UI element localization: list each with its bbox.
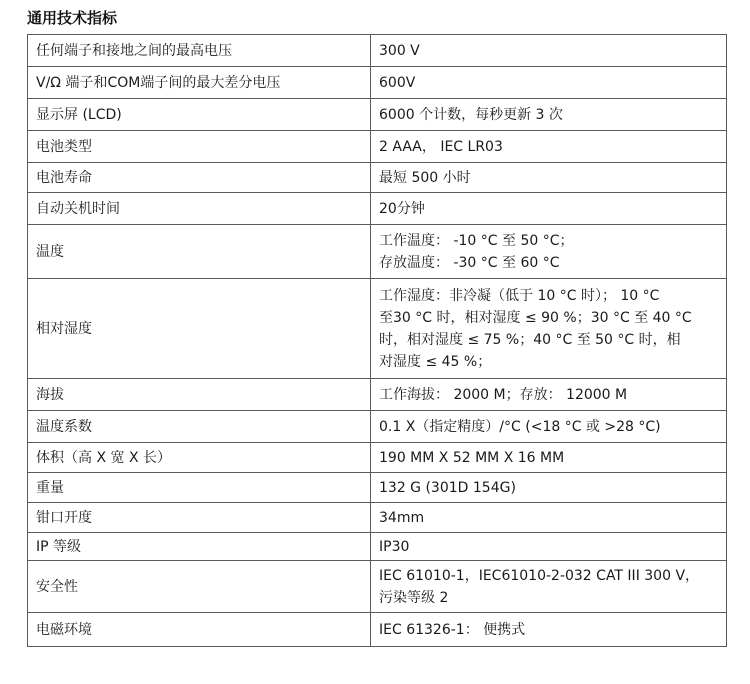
table-row bbox=[28, 225, 727, 279]
row-value-line: 工作湿度：非冷凝（低于 10 °C 时）； 10 °C bbox=[379, 287, 660, 304]
row-label: 电池类型 bbox=[28, 131, 371, 163]
row-value-line: 工作温度： -10 °C 至 50 °C； bbox=[379, 232, 574, 249]
table-row bbox=[28, 561, 727, 613]
row-label: 安全性 bbox=[28, 561, 371, 613]
row-label: V/Ω 端子和COM端子间的最大差分电压 bbox=[28, 67, 371, 99]
row-label: 温度系数 bbox=[28, 411, 371, 443]
row-label: IP 等级 bbox=[28, 533, 371, 561]
table-row bbox=[28, 443, 727, 473]
row-value bbox=[371, 163, 727, 193]
row-value bbox=[371, 613, 727, 647]
row-label: 自动关机时间 bbox=[28, 193, 371, 225]
row-value-line: 至30 °C 时，相对湿度 ≤ 90 %；30 °C 至 40 °C bbox=[379, 309, 692, 326]
spec-table bbox=[27, 34, 727, 647]
row-value bbox=[371, 411, 727, 443]
row-value-line: 存放温度： -30 °C 至 60 °C bbox=[379, 254, 560, 271]
row-value-line: 132 G (301D 154G) bbox=[379, 479, 516, 496]
table-row bbox=[28, 533, 727, 561]
row-value bbox=[371, 225, 727, 279]
row-value-line: 34mm bbox=[379, 509, 425, 526]
row-label: 显示屏 (LCD) bbox=[28, 99, 371, 131]
table-row bbox=[28, 473, 727, 503]
row-label: 海拔 bbox=[28, 379, 371, 411]
row-value-line: 工作海拔： 2000 M；存放： 12000 M bbox=[379, 386, 628, 403]
row-value bbox=[371, 561, 727, 613]
table-row bbox=[28, 99, 727, 131]
page-title: 通用技术指标 bbox=[27, 9, 118, 27]
row-value-line: 污染等级 2 bbox=[379, 589, 449, 606]
row-label: 任何端子和接地之间的最高电压 bbox=[28, 35, 371, 67]
row-value bbox=[371, 279, 727, 379]
row-label: 重量 bbox=[28, 473, 371, 503]
row-value-line: 0.1 X（指定精度）/°C (<18 °C 或 >28 °C) bbox=[379, 418, 661, 435]
row-label: 体积（高 X 宽 X 长） bbox=[28, 443, 371, 473]
row-value-line: 2 AAA， IEC LR03 bbox=[379, 138, 503, 155]
row-value bbox=[371, 67, 727, 99]
row-value-line: IEC 61326-1： 便携式 bbox=[379, 621, 526, 638]
row-value bbox=[371, 473, 727, 503]
row-value bbox=[371, 379, 727, 411]
table-row bbox=[28, 503, 727, 533]
table-row bbox=[28, 163, 727, 193]
table-row bbox=[28, 131, 727, 163]
row-label: 钳口开度 bbox=[28, 503, 371, 533]
table-row bbox=[28, 411, 727, 443]
row-value-line: 时，相对湿度 ≤ 75 %；40 °C 至 50 °C 时，相 bbox=[379, 331, 681, 348]
row-label: 温度 bbox=[28, 225, 371, 279]
table-row bbox=[28, 193, 727, 225]
spec-table-body bbox=[28, 35, 727, 647]
table-row bbox=[28, 379, 727, 411]
row-value-line: 6000 个计数，每秒更新 3 次 bbox=[379, 106, 563, 123]
row-value bbox=[371, 193, 727, 225]
row-value-line: 600V bbox=[379, 74, 416, 91]
row-value-line: IEC 61010-1，IEC61010-2-032 CAT III 300 V， bbox=[379, 567, 700, 584]
row-value bbox=[371, 35, 727, 67]
row-value bbox=[371, 131, 727, 163]
row-value bbox=[371, 99, 727, 131]
table-row bbox=[28, 279, 727, 379]
row-label: 相对湿度 bbox=[28, 279, 371, 379]
table-row bbox=[28, 613, 727, 647]
row-value-line: 190 MM X 52 MM X 16 MM bbox=[379, 449, 565, 466]
row-value-line: 300 V bbox=[379, 42, 420, 59]
row-value bbox=[371, 533, 727, 561]
row-label: 电池寿命 bbox=[28, 163, 371, 193]
row-label: 电磁环境 bbox=[28, 613, 371, 647]
row-value-line: IP30 bbox=[379, 538, 410, 555]
row-value-line: 20分钟 bbox=[379, 200, 425, 217]
table-row bbox=[28, 67, 727, 99]
row-value-line: 对湿度 ≤ 45 %； bbox=[379, 353, 492, 370]
row-value bbox=[371, 503, 727, 533]
table-row bbox=[28, 35, 727, 67]
row-value-line: 最短 500 小时 bbox=[379, 169, 471, 186]
row-value bbox=[371, 443, 727, 473]
